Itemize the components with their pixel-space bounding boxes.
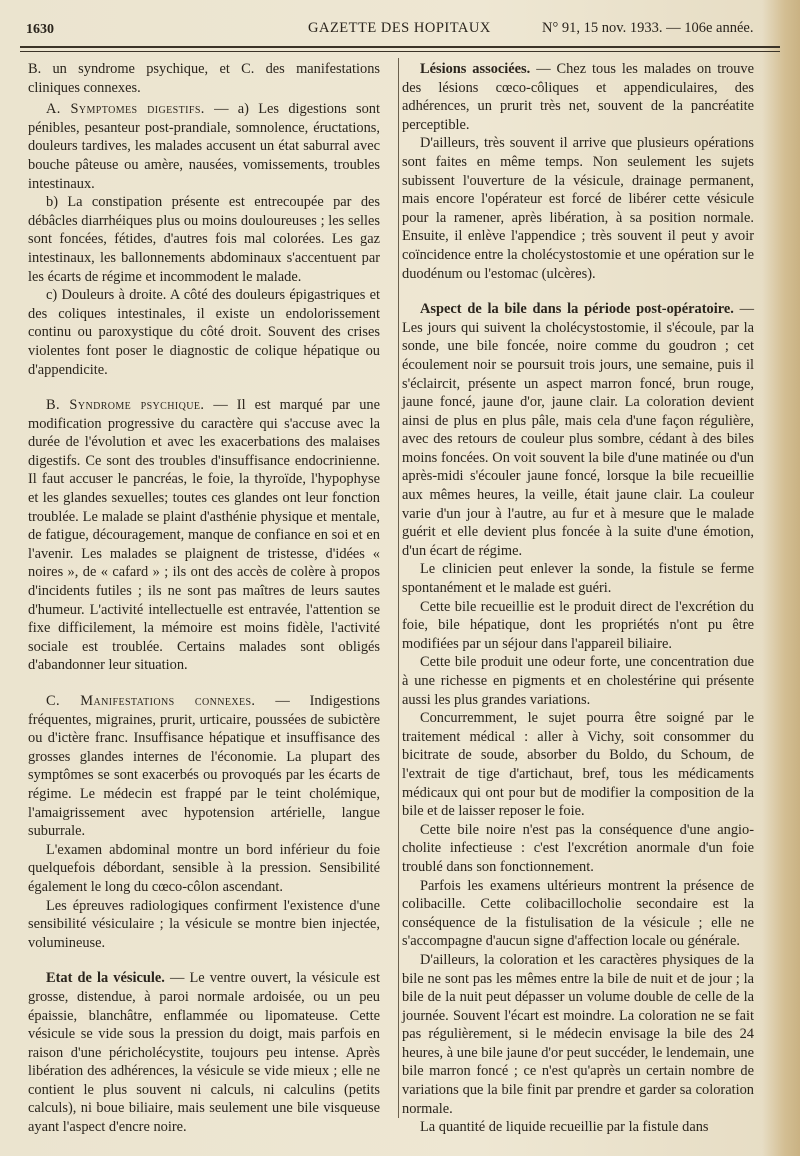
paragraph: C. Manifestations connexes. — Indigestions fréquentes, migraines, prurit, urticaire, poussées de subictère ou d'ictère franc. Insuffisance hépatique et insuffisance des grosses glandes internes de l'économie. La plupart des symptômes se sont exacerbés ou provoqués par les écarts de régime. Le médecin est frappé par le teint cholémique, l'amaigrissement avec hypotension artérielle, langue suburrale.: [28, 693, 380, 840]
column-divider: [398, 58, 399, 1118]
paragraph: Cette bile recueillie est le produit direct de l'excrétion du foie, bile hépatique, dont les propriétés n'ont pu être modifiées par un séjour dans l'appareil biliaire.: [402, 598, 754, 652]
paragraph: Cette bile noire n'est pas la conséquence d'une angio-cholite infectieuse : c'est l'excrétion anormale d'un foie troublé dans son fonctionnement.: [402, 821, 754, 875]
paragraph: Parfois les examens ultérieurs montrent la présence de colibacille. Cette colibacillocholie secondaire est la conséquence de la fistulisation de la vésicule ; elle ne s'accompagne d'aucun signe d'affection locale ou générale.: [402, 877, 754, 950]
section-heading: Aspect de la bile dans la période post-opératoire.: [420, 301, 734, 318]
paragraph: Cette bile produit une odeur forte, une concentration due à une richesse en pigments et en cholestérine qui présente aussi les plus grandes variations.: [402, 654, 754, 708]
paragraph: Les épreuves radiologiques confirment l'existence d'une sensibilité vésiculaire ; la vésicule se montre bien injectée, volumineuse.: [28, 897, 380, 951]
paragraph: Aspect de la bile dans la période post-opératoire. — Les jours qui suivent la cholécystostomie, il s'écoule, par la sonde, une bile foncée, noire comme du goudron ; cet écoulement noir se poursuit trois jours, une semaine, puis il s'éclaircit, présente un aspect marron foncé, brun rouge, jaune foncé, jaune d'or, jaune clair. La coloration devient ainsi de plus en plus pâle, mais cela d'une façon régulière, avec des retours de couleur plus sombre, cédant à des biles moins foncées. On voit souvent la bile d'une matinée ou d'un après-midi s'écouler jaune foncé, lorsque la bile recueillie aux mêmes heures, la veille, était jaune clair. La couleur varie d'un jour à l'autre, au fur et à mesure que le malade guérit et elle devient plus foncée à la suite d'une émotion, d'un écart de régime.: [402, 301, 754, 559]
paragraph: Lésions associées. — Chez tous les malades on trouve des lésions cœco-côliques et appendiculaires, des adhérences, un prurit très net, souvent de la pancréatite perceptible.: [402, 61, 754, 133]
left-column: [28, 60, 380, 1137]
paragraph: D'ailleurs, très souvent il arrive que plusieurs opérations sont faites en même temps. Non seulement les sujets subissent l'ouverture de la vésicule, drainage permanent, mais encore l'opérateur est forcé de libérer cette vésicule pour la ramener, après libération, à sa position normale. Ensuite, il enlève l'appendice ; très souvent il peut y avoir coïncidence entre la cholécystostomie et une opération sur le duodénum ou l'estomac (ulcères).: [402, 135, 754, 282]
paragraph: Concurremment, le sujet pourra être soigné par le traitement médical : aller à Vichy, soit consommer du bicitrate de soude, absorber du Boldo, du Schoum, de l'extrait de tige d'artichaut, bref, tous les médicaments médicaux qui ont pour but de modifier la composition de la bile et de laisser reposer le foie.: [402, 710, 754, 820]
publication-title: GAZETTE DES HOPITAUX: [308, 20, 491, 36]
issue-info: N° 91, 15 nov. 1933. — 106e année.: [542, 20, 754, 36]
section-heading: B. Syndrome psychique.: [46, 397, 205, 414]
section-heading: Etat de la vésicule.: [46, 970, 165, 987]
running-header: [22, 18, 762, 40]
paragraph: Le clinicien peut enlever la sonde, la fistule se ferme spontanément et le malade est guéri.: [402, 561, 754, 597]
paragraph: Etat de la vésicule. — Le ventre ouvert, la vésicule est grosse, distendue, à paroi normale ardoisée, ou un peu épaissie, blanchâtre, enflammée ou lipomateuse. Cette vésicule se vide sous la pression du doigt, mais parfois en raison d'une péricholécystite, toujours peu intense. Après libération des adhérences, la vésicule se vide mieux ; elle ne contient le plus souvent ni calculs, ni calculins (petits calculs), ni boue biliaire, mais seulement une bile visqueuse ayant l'aspect d'encre noire.: [28, 970, 380, 1136]
section-heading: Lésions associées.: [420, 61, 531, 77]
header-rule-thin: [20, 51, 780, 52]
section-heading: A. Symptomes digestifs.: [46, 101, 205, 118]
page-number: 1630: [26, 22, 54, 37]
header-rule: [20, 46, 780, 48]
paragraph: B. un syndrome psychique, et C. des manifestations cliniques connexes.: [28, 61, 380, 96]
paragraph: La quantité de liquide recueillie par la fistule dans: [420, 1119, 709, 1136]
paragraph: B. Syndrome psychique. — Il est marqué par une modification progressive du caractère qui s'accuse avec la durée de l'évolution et avec les exacerbations des malaises digestifs. Ce sont des troubles d'insuffisance endocrinienne. Il faut accuser le pancréas, le foie, la thyroïde, l'hypophyse et les glandes sexuelles; toutes ces glandes ont leur fonction troublée. Le malade se plaint d'asthénie physique et mentale, de fatigue, découragement, manque de confiance en soi et en l'avenir. Les malades se plaignent de tristesse, d'idées « noires », de « cafard » ; ils ont des accès de colère à propos d'incidents futiles ; ils ne sont pas maîtres de leurs sautes d'humeur. L'activité intellectuelle est entravée, l'attention se fixe difficilement, la mémoire est moins fidèle, l'activité sociale est troublée. Certains malades sont obligés d'abandonner leur situation.: [28, 397, 381, 674]
paragraph: A. Symptomes digestifs. — a) Les digestions sont pénibles, pesanteur post-prandiale, somnolence, éructations, douleurs tardives, les malades accusent un état saburral avec bouche pâteuse ou amère, nausées, vomissements, troubles intestinaux.: [28, 101, 380, 192]
paragraph: b) La constipation présente est entrecoupée par des débâcles diarrhéiques plus ou moins douloureuses ; les selles sont foncées, fétides, d'autres fois mal colorées. Les gaz intestinaux, les ballonnements abdominaux s'accentuent par les écarts de régime et incommodent le malade.: [28, 194, 380, 285]
right-column: [402, 60, 754, 1137]
paragraph: c) Douleurs à droite. A côté des douleurs épigastriques et des coliques intestinales, il existe un endolorissement continu ou paroxystique du côté droit. Souvent des crises violentes font poser le diagnostic de colique hépatique ou d'appendicite.: [28, 287, 380, 378]
section-heading: C. Manifestations connexes.: [46, 693, 256, 709]
paragraph: L'examen abdominal montre un bord inférieur du foie quelquefois débordant, sensible à la pression. Sensibilité également le long du cœco-côlon ascendant.: [28, 841, 380, 895]
page-edge-shadow: [762, 0, 800, 1156]
paragraph: D'ailleurs, la coloration et les caractères physiques de la bile ne sont pas les mêmes entre la bile de nuit et de jour ; la bile de la nuit peut dépasser un volume double de celle de la journée. Souvent l'écart est moindre. La coloration ne se fait pas régulièrement, si le médecin envisage la bile des 24 heures, à une bile jaune d'or peut succéder, le lendemain, une bile marron foncé ; ce n'est qu'après un certain nombre de variations que la bile finit par prendre et garder sa coloration normale.: [402, 951, 754, 1117]
